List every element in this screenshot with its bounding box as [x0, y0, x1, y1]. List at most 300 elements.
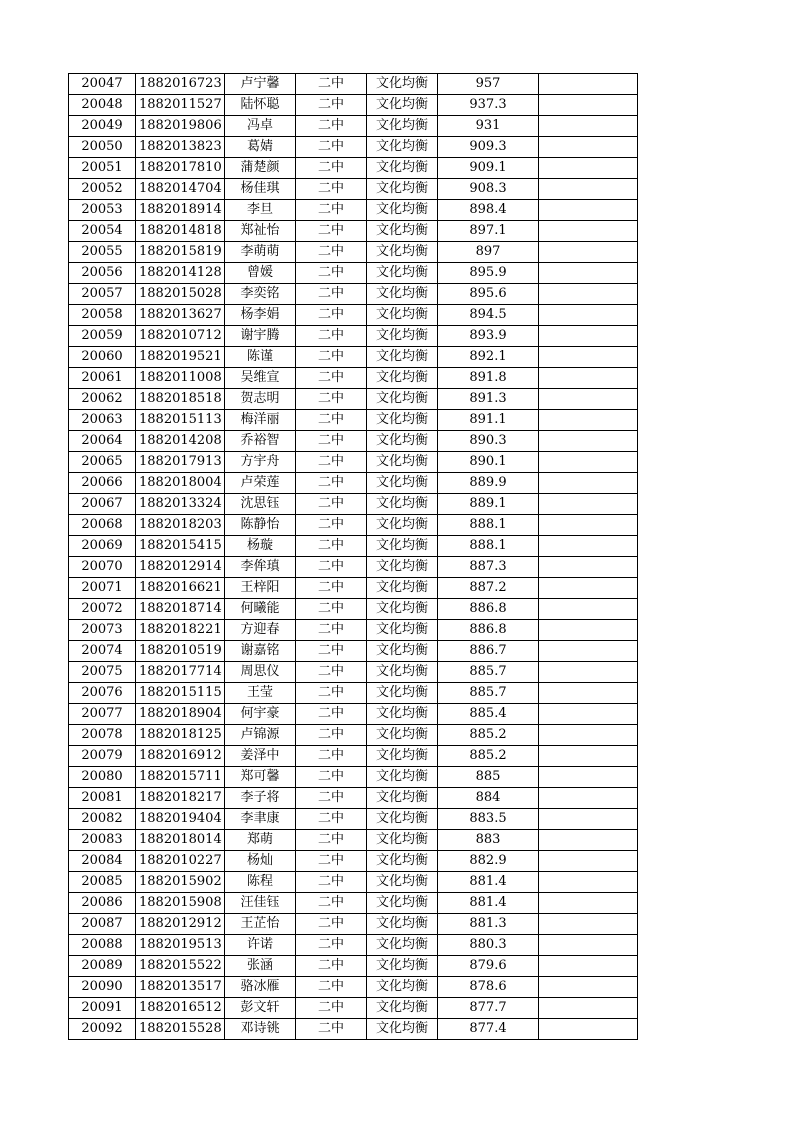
- category-cell: 文化均衡: [367, 935, 438, 956]
- student-name-cell: 王梓阳: [225, 578, 296, 599]
- score-cell: 885.2: [438, 746, 539, 767]
- student-name-cell: 何宇豪: [225, 704, 296, 725]
- note-cell: [539, 536, 638, 557]
- table-row: [69, 536, 638, 557]
- category-cell: 文化均衡: [367, 536, 438, 557]
- school-cell: 二中: [296, 914, 367, 935]
- score-cell: 877.7: [438, 998, 539, 1019]
- school-cell: 二中: [296, 599, 367, 620]
- exam-number-cell: 1882013517: [136, 977, 225, 998]
- table-row: [69, 620, 638, 641]
- row-id-cell: 20050: [69, 137, 136, 158]
- category-cell: 文化均衡: [367, 893, 438, 914]
- table-row: [69, 998, 638, 1019]
- student-name-cell: 张涵: [225, 956, 296, 977]
- exam-number-cell: 1882017714: [136, 662, 225, 683]
- exam-number-cell: 1882013324: [136, 494, 225, 515]
- row-id-cell: 20058: [69, 305, 136, 326]
- row-id-cell: 20056: [69, 263, 136, 284]
- category-cell: 文化均衡: [367, 179, 438, 200]
- student-name-cell: 贺志明: [225, 389, 296, 410]
- student-name-cell: 彭文轩: [225, 998, 296, 1019]
- school-cell: 二中: [296, 746, 367, 767]
- category-cell: 文化均衡: [367, 410, 438, 431]
- row-id-cell: 20083: [69, 830, 136, 851]
- school-cell: 二中: [296, 284, 367, 305]
- score-cell: 884: [438, 788, 539, 809]
- student-name-cell: 吴维宣: [225, 368, 296, 389]
- exam-number-cell: 1882018914: [136, 200, 225, 221]
- row-id-cell: 20063: [69, 410, 136, 431]
- exam-number-cell: 1882017913: [136, 452, 225, 473]
- school-cell: 二中: [296, 767, 367, 788]
- category-cell: 文化均衡: [367, 473, 438, 494]
- student-name-cell: 李子将: [225, 788, 296, 809]
- score-cell: 886.7: [438, 641, 539, 662]
- category-cell: 文化均衡: [367, 767, 438, 788]
- exam-number-cell: 1882015711: [136, 767, 225, 788]
- exam-number-cell: 1882018203: [136, 515, 225, 536]
- table-row: [69, 326, 638, 347]
- category-cell: 文化均衡: [367, 914, 438, 935]
- score-cell: 886.8: [438, 599, 539, 620]
- row-id-cell: 20082: [69, 809, 136, 830]
- table-row: [69, 284, 638, 305]
- row-id-cell: 20064: [69, 431, 136, 452]
- student-name-cell: 李奕铭: [225, 284, 296, 305]
- student-name-cell: 李聿康: [225, 809, 296, 830]
- exam-number-cell: 1882015908: [136, 893, 225, 914]
- school-cell: 二中: [296, 431, 367, 452]
- category-cell: 文化均衡: [367, 200, 438, 221]
- row-id-cell: 20049: [69, 116, 136, 137]
- exam-number-cell: 1882018221: [136, 620, 225, 641]
- note-cell: [539, 284, 638, 305]
- table-row: [69, 956, 638, 977]
- exam-number-cell: 1882011008: [136, 368, 225, 389]
- school-cell: 二中: [296, 179, 367, 200]
- score-cell: 885: [438, 767, 539, 788]
- student-name-cell: 李萌萌: [225, 242, 296, 263]
- table-row: [69, 515, 638, 536]
- exam-number-cell: 1882010227: [136, 851, 225, 872]
- row-id-cell: 20059: [69, 326, 136, 347]
- score-cell: 877.4: [438, 1019, 539, 1040]
- category-cell: 文化均衡: [367, 1019, 438, 1040]
- school-cell: 二中: [296, 830, 367, 851]
- category-cell: 文化均衡: [367, 557, 438, 578]
- score-cell: 909.3: [438, 137, 539, 158]
- school-cell: 二中: [296, 704, 367, 725]
- score-cell: 891.1: [438, 410, 539, 431]
- category-cell: 文化均衡: [367, 431, 438, 452]
- category-cell: 文化均衡: [367, 305, 438, 326]
- school-cell: 二中: [296, 557, 367, 578]
- score-cell: 889.1: [438, 494, 539, 515]
- school-cell: 二中: [296, 872, 367, 893]
- note-cell: [539, 95, 638, 116]
- note-cell: [539, 347, 638, 368]
- school-cell: 二中: [296, 998, 367, 1019]
- score-cell: 890.3: [438, 431, 539, 452]
- category-cell: 文化均衡: [367, 662, 438, 683]
- table-row: [69, 368, 638, 389]
- note-cell: [539, 620, 638, 641]
- school-cell: 二中: [296, 893, 367, 914]
- note-cell: [539, 242, 638, 263]
- row-id-cell: 20090: [69, 977, 136, 998]
- school-cell: 二中: [296, 788, 367, 809]
- school-cell: 二中: [296, 662, 367, 683]
- row-id-cell: 20052: [69, 179, 136, 200]
- note-cell: [539, 914, 638, 935]
- row-id-cell: 20054: [69, 221, 136, 242]
- exam-number-cell: 1882019521: [136, 347, 225, 368]
- note-cell: [539, 683, 638, 704]
- row-id-cell: 20068: [69, 515, 136, 536]
- category-cell: 文化均衡: [367, 116, 438, 137]
- score-cell: 891.3: [438, 389, 539, 410]
- score-cell: 880.3: [438, 935, 539, 956]
- score-cell: 883.5: [438, 809, 539, 830]
- exam-number-cell: 1882019404: [136, 809, 225, 830]
- table-row: [69, 851, 638, 872]
- exam-number-cell: 1882014128: [136, 263, 225, 284]
- student-name-cell: 李侔瑱: [225, 557, 296, 578]
- category-cell: 文化均衡: [367, 137, 438, 158]
- note-cell: [539, 893, 638, 914]
- note-cell: [539, 410, 638, 431]
- table-row: [69, 200, 638, 221]
- student-name-cell: 陈静怡: [225, 515, 296, 536]
- note-cell: [539, 662, 638, 683]
- category-cell: 文化均衡: [367, 746, 438, 767]
- category-cell: 文化均衡: [367, 725, 438, 746]
- student-name-cell: 汪佳钰: [225, 893, 296, 914]
- note-cell: [539, 179, 638, 200]
- category-cell: 文化均衡: [367, 158, 438, 179]
- note-cell: [539, 137, 638, 158]
- category-cell: 文化均衡: [367, 284, 438, 305]
- category-cell: 文化均衡: [367, 452, 438, 473]
- student-name-cell: 邓诗铫: [225, 1019, 296, 1040]
- note-cell: [539, 851, 638, 872]
- table-row: [69, 935, 638, 956]
- exam-number-cell: 1882018217: [136, 788, 225, 809]
- student-name-cell: 杨李娟: [225, 305, 296, 326]
- school-cell: 二中: [296, 452, 367, 473]
- table-row: [69, 872, 638, 893]
- student-name-cell: 冯卓: [225, 116, 296, 137]
- score-cell: 887.2: [438, 578, 539, 599]
- exam-number-cell: 1882013627: [136, 305, 225, 326]
- score-cell: 882.9: [438, 851, 539, 872]
- score-cell: 890.1: [438, 452, 539, 473]
- student-name-cell: 乔裕智: [225, 431, 296, 452]
- row-id-cell: 20055: [69, 242, 136, 263]
- score-cell: 931: [438, 116, 539, 137]
- score-cell: 897.1: [438, 221, 539, 242]
- score-cell: 895.6: [438, 284, 539, 305]
- note-cell: [539, 704, 638, 725]
- exam-number-cell: 1882016621: [136, 578, 225, 599]
- table-row: [69, 830, 638, 851]
- note-cell: [539, 389, 638, 410]
- note-cell: [539, 221, 638, 242]
- score-table: [68, 73, 638, 1040]
- score-cell: 885.7: [438, 662, 539, 683]
- student-name-cell: 陈程: [225, 872, 296, 893]
- exam-number-cell: 1882015528: [136, 1019, 225, 1040]
- student-name-cell: 杨佳琪: [225, 179, 296, 200]
- exam-number-cell: 1882018014: [136, 830, 225, 851]
- student-name-cell: 杨璇: [225, 536, 296, 557]
- student-name-cell: 方宇舟: [225, 452, 296, 473]
- category-cell: 文化均衡: [367, 977, 438, 998]
- student-name-cell: 葛婧: [225, 137, 296, 158]
- school-cell: 二中: [296, 725, 367, 746]
- exam-number-cell: 1882016723: [136, 74, 225, 95]
- score-cell: 892.1: [438, 347, 539, 368]
- school-cell: 二中: [296, 683, 367, 704]
- student-name-cell: 李旦: [225, 200, 296, 221]
- note-cell: [539, 452, 638, 473]
- table-row: [69, 557, 638, 578]
- row-id-cell: 20070: [69, 557, 136, 578]
- row-id-cell: 20062: [69, 389, 136, 410]
- row-id-cell: 20088: [69, 935, 136, 956]
- table-row: [69, 389, 638, 410]
- student-name-cell: 郑祉怡: [225, 221, 296, 242]
- student-name-cell: 骆冰雁: [225, 977, 296, 998]
- note-cell: [539, 200, 638, 221]
- exam-number-cell: 1882015902: [136, 872, 225, 893]
- school-cell: 二中: [296, 935, 367, 956]
- note-cell: [539, 326, 638, 347]
- exam-number-cell: 1882010712: [136, 326, 225, 347]
- score-cell: 883: [438, 830, 539, 851]
- score-cell: 898.4: [438, 200, 539, 221]
- student-name-cell: 王芷怡: [225, 914, 296, 935]
- score-cell: 957: [438, 74, 539, 95]
- score-cell: 881.4: [438, 872, 539, 893]
- note-cell: [539, 956, 638, 977]
- table-row: [69, 788, 638, 809]
- category-cell: 文化均衡: [367, 641, 438, 662]
- row-id-cell: 20081: [69, 788, 136, 809]
- exam-number-cell: 1882015819: [136, 242, 225, 263]
- category-cell: 文化均衡: [367, 347, 438, 368]
- score-cell: 937.3: [438, 95, 539, 116]
- student-name-cell: 姜泽中: [225, 746, 296, 767]
- school-cell: 二中: [296, 515, 367, 536]
- exam-number-cell: 1882015113: [136, 410, 225, 431]
- category-cell: 文化均衡: [367, 956, 438, 977]
- note-cell: [539, 74, 638, 95]
- row-id-cell: 20067: [69, 494, 136, 515]
- exam-number-cell: 1882018714: [136, 599, 225, 620]
- row-id-cell: 20076: [69, 683, 136, 704]
- note-cell: [539, 725, 638, 746]
- student-name-cell: 蒲楚颜: [225, 158, 296, 179]
- row-id-cell: 20078: [69, 725, 136, 746]
- category-cell: 文化均衡: [367, 809, 438, 830]
- row-id-cell: 20061: [69, 368, 136, 389]
- table-row: [69, 158, 638, 179]
- category-cell: 文化均衡: [367, 872, 438, 893]
- row-id-cell: 20084: [69, 851, 136, 872]
- exam-number-cell: 1882018518: [136, 389, 225, 410]
- category-cell: 文化均衡: [367, 620, 438, 641]
- exam-number-cell: 1882019513: [136, 935, 225, 956]
- student-name-cell: 陈谨: [225, 347, 296, 368]
- school-cell: 二中: [296, 221, 367, 242]
- school-cell: 二中: [296, 536, 367, 557]
- exam-number-cell: 1882012912: [136, 914, 225, 935]
- note-cell: [539, 935, 638, 956]
- category-cell: 文化均衡: [367, 242, 438, 263]
- note-cell: [539, 473, 638, 494]
- school-cell: 二中: [296, 263, 367, 284]
- note-cell: [539, 767, 638, 788]
- exam-number-cell: 1882015028: [136, 284, 225, 305]
- school-cell: 二中: [296, 473, 367, 494]
- exam-number-cell: 1882017810: [136, 158, 225, 179]
- score-cell: 885.2: [438, 725, 539, 746]
- school-cell: 二中: [296, 74, 367, 95]
- school-cell: 二中: [296, 368, 367, 389]
- row-id-cell: 20075: [69, 662, 136, 683]
- score-cell: 885.4: [438, 704, 539, 725]
- table-row: [69, 221, 638, 242]
- row-id-cell: 20066: [69, 473, 136, 494]
- table-row: [69, 977, 638, 998]
- row-id-cell: 20077: [69, 704, 136, 725]
- table-row: [69, 578, 638, 599]
- table-row: [69, 662, 638, 683]
- student-name-cell: 陆怀聪: [225, 95, 296, 116]
- table-body: [69, 74, 638, 1040]
- table-row: [69, 641, 638, 662]
- exam-number-cell: 1882018004: [136, 473, 225, 494]
- student-name-cell: 曾媛: [225, 263, 296, 284]
- category-cell: 文化均衡: [367, 326, 438, 347]
- category-cell: 文化均衡: [367, 368, 438, 389]
- table-row: [69, 767, 638, 788]
- row-id-cell: 20057: [69, 284, 136, 305]
- exam-number-cell: 1882018904: [136, 704, 225, 725]
- school-cell: 二中: [296, 641, 367, 662]
- row-id-cell: 20072: [69, 599, 136, 620]
- note-cell: [539, 368, 638, 389]
- school-cell: 二中: [296, 956, 367, 977]
- row-id-cell: 20071: [69, 578, 136, 599]
- row-id-cell: 20085: [69, 872, 136, 893]
- row-id-cell: 20091: [69, 998, 136, 1019]
- table-row: [69, 725, 638, 746]
- score-cell: 888.1: [438, 515, 539, 536]
- exam-number-cell: 1882014208: [136, 431, 225, 452]
- table-row: [69, 452, 638, 473]
- table-row: [69, 683, 638, 704]
- score-cell: 888.1: [438, 536, 539, 557]
- student-name-cell: 王莹: [225, 683, 296, 704]
- exam-number-cell: 1882016512: [136, 998, 225, 1019]
- note-cell: [539, 1019, 638, 1040]
- note-cell: [539, 305, 638, 326]
- student-name-cell: 卢宁馨: [225, 74, 296, 95]
- category-cell: 文化均衡: [367, 263, 438, 284]
- school-cell: 二中: [296, 809, 367, 830]
- note-cell: [539, 494, 638, 515]
- school-cell: 二中: [296, 137, 367, 158]
- table-row: [69, 893, 638, 914]
- score-cell: 889.9: [438, 473, 539, 494]
- school-cell: 二中: [296, 410, 367, 431]
- row-id-cell: 20047: [69, 74, 136, 95]
- school-cell: 二中: [296, 347, 367, 368]
- note-cell: [539, 746, 638, 767]
- table-row: [69, 137, 638, 158]
- note-cell: [539, 116, 638, 137]
- table-row: [69, 809, 638, 830]
- table-row: [69, 746, 638, 767]
- note-cell: [539, 431, 638, 452]
- table-row: [69, 116, 638, 137]
- score-cell: 908.3: [438, 179, 539, 200]
- score-cell: 887.3: [438, 557, 539, 578]
- school-cell: 二中: [296, 116, 367, 137]
- score-cell: 909.1: [438, 158, 539, 179]
- row-id-cell: 20074: [69, 641, 136, 662]
- score-cell: 886.8: [438, 620, 539, 641]
- note-cell: [539, 641, 638, 662]
- student-name-cell: 沈思钰: [225, 494, 296, 515]
- score-cell: 881.4: [438, 893, 539, 914]
- exam-number-cell: 1882015415: [136, 536, 225, 557]
- student-name-cell: 何曦能: [225, 599, 296, 620]
- table-row: [69, 242, 638, 263]
- row-id-cell: 20087: [69, 914, 136, 935]
- table-row: [69, 473, 638, 494]
- category-cell: 文化均衡: [367, 704, 438, 725]
- category-cell: 文化均衡: [367, 494, 438, 515]
- table-row: [69, 74, 638, 95]
- category-cell: 文化均衡: [367, 998, 438, 1019]
- note-cell: [539, 578, 638, 599]
- student-name-cell: 谢嘉铭: [225, 641, 296, 662]
- score-cell: 893.9: [438, 326, 539, 347]
- score-cell: 879.6: [438, 956, 539, 977]
- row-id-cell: 20069: [69, 536, 136, 557]
- table-row: [69, 914, 638, 935]
- student-name-cell: 许诺: [225, 935, 296, 956]
- school-cell: 二中: [296, 158, 367, 179]
- note-cell: [539, 809, 638, 830]
- table-row: [69, 599, 638, 620]
- table-row: [69, 305, 638, 326]
- category-cell: 文化均衡: [367, 599, 438, 620]
- note-cell: [539, 515, 638, 536]
- school-cell: 二中: [296, 326, 367, 347]
- school-cell: 二中: [296, 578, 367, 599]
- table-row: [69, 494, 638, 515]
- school-cell: 二中: [296, 977, 367, 998]
- category-cell: 文化均衡: [367, 830, 438, 851]
- row-id-cell: 20080: [69, 767, 136, 788]
- note-cell: [539, 998, 638, 1019]
- note-cell: [539, 872, 638, 893]
